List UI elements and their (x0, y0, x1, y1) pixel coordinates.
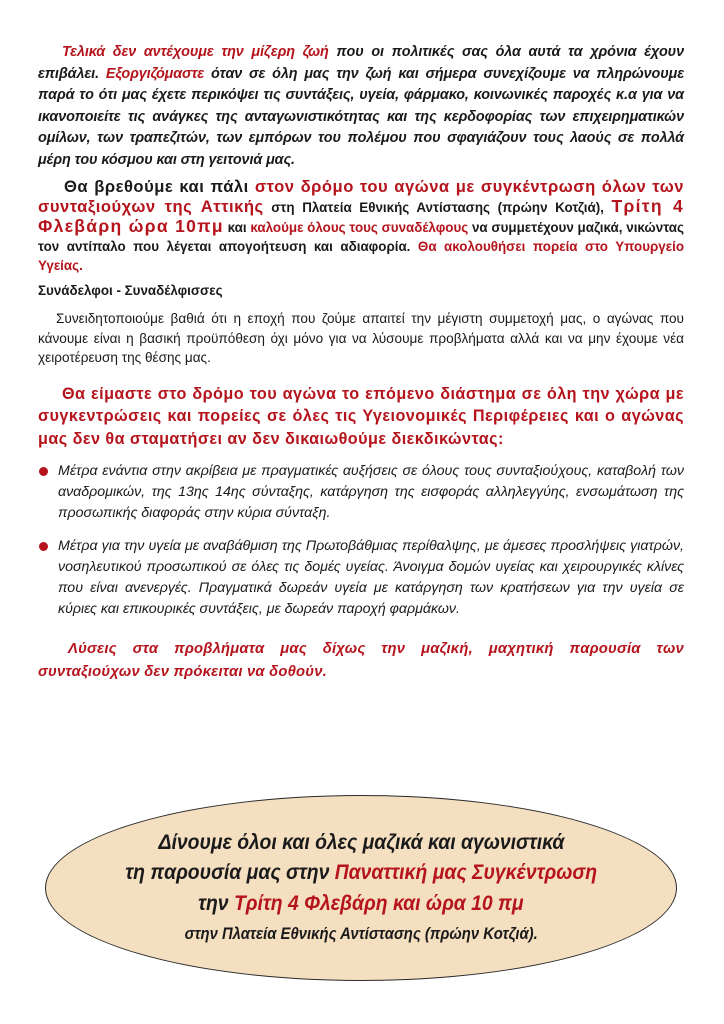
demand-text: Μέτρα για την υγεία με αναβάθμιση της Πρωτοβάθμιας περίθαλψης, με άμεσες προσλήψεις γιατρών, νοσηλευτικού προσωπικού σε όλες τις δομές υγείας. Άνοιγμα δομών υγείας και χειρουργικές κλίνες που είναι ανενεργές. Πραγματικά δωρεάν υγεία με κατάργηση των κρατήσεων για την υγεία σε κύριες και επικουρικές συντάξεις, με δωρεάν παροχή φαρμάκων. (58, 538, 684, 617)
rally-date: Τρίτη 4 Φλεβάρη ώρα 10πμ (38, 196, 685, 236)
rally-march: Θα ακολουθήσει πορεία στο Υπουργείο Υγείας. (38, 239, 684, 273)
demand-text: Μέτρα ενάντια στην ακρίβεια με πραγματικές αυξήσεις σε όλους τους συνταξιούχους, καταβολή των αναδρομικών, της 13ης 14ης σύνταξης, κατάργηση της εισφοράς αλληλεγγύης, ενσωμάτωση της προσωπικής διαφοράς στην κύρια σύνταξη. (58, 463, 684, 521)
rally-text: να συμμετέχουν μαζικά, νικώντας τον αντίπαλο που λέγεται απογοήτευση και αδιαφορία. (38, 220, 684, 254)
intro-lead: Τελικά δεν αντέχουμε την μίζερη ζωή (62, 44, 329, 60)
demand-item (38, 461, 684, 523)
rally-call: καλούμε όλους τους συναδέλφους (250, 220, 469, 235)
callout-event: Παναττική μας Συγκέντρωση (334, 860, 597, 884)
demand-item (38, 536, 684, 619)
bullet-dot-icon (39, 467, 48, 476)
closing-statement: Λύσεις στα προβλήματα μας δίχως την μαζική, μαχητική παρουσία των συνταξιούχων δεν πρόκειται να δοθούν. (38, 640, 684, 680)
intro-text-1: που οι πολιτικές σας όλα αυτά τα χρόνια έχουν επιβάλει. (38, 44, 684, 82)
intro-emphasis: Εξοργιζόμαστε (105, 65, 205, 82)
rally-announcement (38, 177, 684, 275)
rally-text-and: και (223, 220, 251, 235)
rally-lead: Θα βρεθούμε και πάλι (64, 177, 255, 196)
callout-line-1: Δίνουμε όλοι και όλες μαζικά και αγωνιστικά (158, 830, 564, 854)
rally-location: στη Πλατεία Εθνικής Αντίστασης (πρώην Κοτζιά), (263, 200, 612, 215)
callout-text: τη παρουσία μας στην (125, 860, 335, 884)
callout-ellipse (45, 795, 677, 981)
greeting: Συνάδελφοι - Συναδέλφισσες (38, 283, 223, 298)
callout-date: Τρίτη 4 Φλεβάρη και ώρα 10 πμ (234, 891, 524, 915)
intro-text-2: όταν σε όλη μας την ζωή και σήμερα συνεχίζουμε να πληρώνουμε παρά το ότι μας έχετε περικόψει τις συντάξεις, υγεία, φάρμακο, κοινωνικές παροχές κ.α για να ικανοποιείτε τις ανάγκες της ανταγωνιστικότητας και της κερδοφορίας των επιχειρηματικών ομίλων, των τραπεζιτών, των εμπόρων του πολέμου που σφαγιάζουν τους λαούς σε πολλά μέρη του κόσμου και στη γειτονιά μας. (38, 65, 684, 168)
intro-paragraph (38, 42, 684, 171)
callout-line-2 (125, 857, 597, 888)
struggle-paragraph: Θα είμαστε στο δρόμο του αγώνα το επόμενο διάστημα σε όλη την χώρα με συγκεντρώσεις και πορείες σε όλες τις Υγειονομικές Περιφέρειες και ο αγώνας μας δεν θα σταματήσει αν δεν δικαιωθούμε διεκδικώντας: (38, 384, 684, 448)
callout-line-3 (198, 888, 523, 919)
awareness-paragraph: Συνειδητοποιούμε βαθιά ότι η εποχή που ζούμε απαιτεί την μέγιστη συμμετοχή μας, ο αγώνας που κάνουμε είναι η βασική προϋπόθεση όχι μόνο για να λύσουμε προβλήματα αλλά και να μην έχουμε νέα χειροτέρευση της θέσης μας. (38, 311, 684, 365)
callout-line-4: στην Πλατεία Εθνικής Αντίστασης (πρώην Κοτζιά). (184, 925, 538, 943)
callout-text: την (198, 891, 235, 915)
rally-highlight: στον δρόμο του αγώνα με συγκέντρωση όλων των συνταξιούχων της Αττικής (38, 177, 684, 216)
bullet-dot-icon (39, 542, 48, 551)
